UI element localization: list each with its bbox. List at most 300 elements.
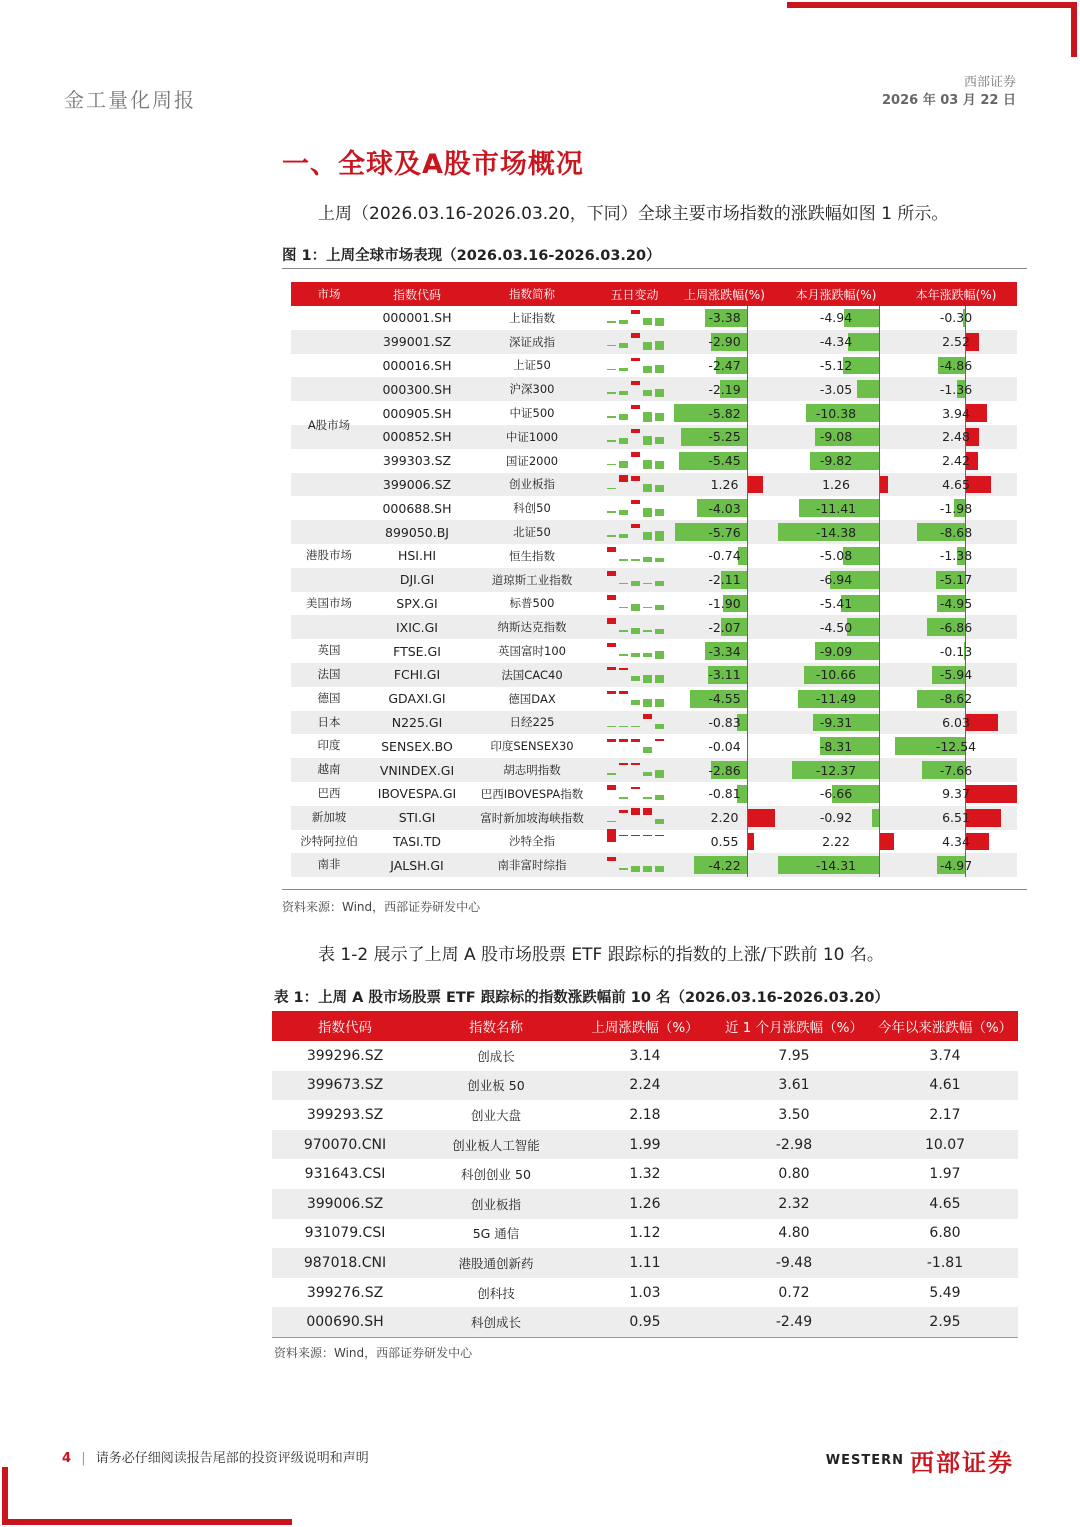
td-ytd: 6.80 <box>929 1225 961 1242</box>
td-code: 399296.SZ <box>306 1047 384 1064</box>
month-change-cell <box>777 306 895 330</box>
five-day-sparkline <box>597 401 672 425</box>
spark-bar <box>655 581 664 586</box>
year-change-cell <box>895 830 1017 854</box>
index-name: 富时新加坡海峡指数 <box>480 810 584 825</box>
spark-bar <box>643 508 652 517</box>
year-value: -0.13 <box>939 643 973 659</box>
td-week: 1.03 <box>629 1284 661 1301</box>
header-meta <box>882 74 1016 110</box>
month-change-cell <box>777 401 895 425</box>
week-value: 2.20 <box>710 810 739 826</box>
index-code: IXIC.GI <box>395 619 438 635</box>
month-value: -14.31 <box>815 857 857 873</box>
td-ytd: 5.49 <box>929 1284 961 1301</box>
spark-bar <box>619 868 628 870</box>
month-value: -14.38 <box>815 524 857 540</box>
header-name: 指数简称 <box>509 287 555 301</box>
table-row <box>272 1159 1018 1189</box>
spark-bar <box>655 413 664 421</box>
week-change-cell <box>672 496 777 520</box>
spark-bar <box>631 787 640 789</box>
index-code: DJI.GI <box>399 572 435 588</box>
spark-bar <box>643 747 652 753</box>
spark-bar <box>607 369 616 371</box>
intro-paragraph: 上周（2026.03.16-2026.03.20，下同）全球主要市场指数的涨跌幅如图 1 所示。 <box>318 204 949 224</box>
td-code: 399006.SZ <box>306 1195 384 1212</box>
index-code: N225.GI <box>391 714 443 730</box>
month-change-cell <box>777 806 895 830</box>
spark-bar <box>655 819 664 824</box>
td-week: 1.12 <box>629 1225 661 1242</box>
week-value: -1.90 <box>708 595 741 611</box>
month-change-cell <box>777 354 895 378</box>
week-change-cell <box>672 853 777 877</box>
five-day-sparkline <box>597 830 672 854</box>
index-code: HSI.HI <box>397 548 437 564</box>
spark-bar <box>619 343 628 349</box>
index-code: SENSEX.BO <box>381 738 453 754</box>
index-code: JALSH.GI <box>390 857 444 873</box>
table-bottom-rule <box>272 1337 1018 1338</box>
td-code: 399293.SZ <box>306 1106 384 1123</box>
month-value: -9.31 <box>819 714 853 730</box>
five-day-sparkline <box>597 473 672 497</box>
index-name: 创业板指 <box>509 477 555 492</box>
year-value: -4.95 <box>939 595 973 611</box>
spark-bar <box>619 438 628 444</box>
header-spark: 五日变动 <box>610 287 659 302</box>
th-name: 指数名称 <box>469 1020 523 1036</box>
td-week: 2.24 <box>629 1077 661 1094</box>
index-code: GDAXI.GI <box>388 691 446 707</box>
spark-bar <box>643 532 652 541</box>
market-group-label: 新加坡 <box>311 809 347 824</box>
year-change-cell <box>895 568 1017 592</box>
month-change-cell <box>777 615 895 639</box>
year-value: 4.65 <box>942 476 970 492</box>
td-ytd: 4.61 <box>929 1077 961 1094</box>
spark-bar <box>607 392 616 394</box>
spark-bar <box>643 484 652 492</box>
year-value: -12.54 <box>935 738 977 754</box>
table-row <box>272 1248 1018 1278</box>
year-value: -7.66 <box>939 762 973 778</box>
td-week: 0.95 <box>629 1314 661 1331</box>
five-day-sparkline <box>597 853 672 877</box>
year-change-cell <box>895 306 1017 330</box>
month-value: -4.50 <box>819 619 853 635</box>
table-row <box>272 1071 1018 1101</box>
spark-bar <box>631 559 640 561</box>
table-row <box>272 1219 1018 1249</box>
month-value: -3.05 <box>819 381 853 397</box>
spark-bar <box>631 405 640 410</box>
year-value: 6.03 <box>942 714 970 730</box>
td-name: 5G 通信 <box>472 1226 520 1242</box>
month-change-cell <box>777 663 895 687</box>
week-value: -3.34 <box>708 643 741 659</box>
table-row <box>272 1278 1018 1308</box>
spark-bar <box>643 436 652 445</box>
month-value: -9.82 <box>819 453 853 469</box>
index-code: FCHI.GI <box>393 667 441 683</box>
week-value: -2.11 <box>708 572 741 588</box>
spark-bar <box>619 510 628 515</box>
year-value: -5.17 <box>939 572 973 588</box>
spark-bar <box>619 630 628 632</box>
spark-bar <box>655 605 664 610</box>
spark-bar <box>643 318 652 325</box>
table-row <box>291 306 1017 330</box>
td-code: 399673.SZ <box>306 1077 384 1094</box>
month-change-cell <box>777 830 895 854</box>
table-row <box>291 544 1017 568</box>
header-month: 本月涨跌幅(%) <box>795 287 877 302</box>
year-value: -1.36 <box>939 381 973 397</box>
spark-bar <box>643 797 652 799</box>
figure-header-row <box>291 282 1017 306</box>
table-row <box>291 330 1017 354</box>
year-value: -8.62 <box>939 691 973 707</box>
month-change-cell <box>777 496 895 520</box>
week-change-cell <box>672 520 777 544</box>
year-change-cell <box>895 496 1017 520</box>
index-name: 日经225 <box>509 715 555 730</box>
year-change-cell <box>895 354 1017 378</box>
five-day-sparkline <box>597 425 672 449</box>
spark-bar <box>655 365 664 373</box>
spark-bar <box>655 795 664 800</box>
index-code: 899050.BJ <box>385 524 449 540</box>
spark-bar <box>655 651 664 659</box>
week-value: -5.76 <box>708 524 741 540</box>
spark-bar <box>607 535 616 537</box>
week-change-cell <box>672 449 777 473</box>
month-value: -9.08 <box>819 429 853 445</box>
index-name: 国证2000 <box>505 453 559 468</box>
month-value: -5.08 <box>819 548 853 564</box>
spark-bar <box>655 835 664 837</box>
page-number: 4 <box>62 1451 72 1466</box>
week-change-cell <box>672 734 777 758</box>
spark-bar <box>631 700 640 705</box>
td-month: 3.50 <box>778 1106 810 1123</box>
week-change-cell <box>672 544 777 568</box>
year-change-cell <box>895 473 1017 497</box>
td-name: 科创创业 50 <box>461 1167 531 1183</box>
spark-bar <box>631 452 640 457</box>
spark-bar <box>631 429 640 433</box>
year-value: -1.38 <box>939 548 973 564</box>
footer-separator: | <box>81 1451 86 1466</box>
index-name: 深证成指 <box>509 334 555 349</box>
week-change-cell <box>672 377 777 401</box>
index-name: 沙特全指 <box>509 834 555 849</box>
figure-bottom-rule <box>282 889 1027 890</box>
figure-body <box>291 306 1017 877</box>
table-row <box>291 568 1017 592</box>
spark-bar <box>631 524 640 527</box>
week-change-cell <box>672 473 777 497</box>
td-name: 港股通创新药 <box>458 1255 534 1271</box>
td-code: 987018.CNI <box>303 1254 387 1271</box>
td-ytd: 2.95 <box>929 1314 961 1331</box>
week-value: -5.45 <box>708 453 741 469</box>
week-value: -3.11 <box>708 667 741 683</box>
td-week: 1.32 <box>629 1166 661 1183</box>
market-group-label: 巴西 <box>317 786 341 800</box>
month-value: -4.34 <box>819 334 853 350</box>
spark-bar <box>619 368 628 371</box>
etf-index-table <box>272 1011 1018 1337</box>
year-value: 2.52 <box>942 334 970 350</box>
td-name: 创业板指 <box>470 1196 521 1212</box>
month-change-cell <box>777 592 895 616</box>
td-ytd: 1.97 <box>929 1166 961 1183</box>
spark-bar <box>607 821 616 823</box>
spark-bar <box>607 595 616 601</box>
td-month: 0.72 <box>778 1284 810 1301</box>
td-month: 0.80 <box>778 1166 810 1183</box>
week-change-cell <box>672 354 777 378</box>
td-month: 7.95 <box>778 1047 810 1064</box>
five-day-sparkline <box>597 354 672 378</box>
week-change-cell <box>672 330 777 354</box>
month-change-cell <box>777 330 895 354</box>
td-week: 2.18 <box>629 1106 661 1123</box>
month-change-cell <box>777 782 895 806</box>
index-name: 法国CAC40 <box>501 667 563 682</box>
five-day-sparkline <box>597 592 672 616</box>
section-title: 一、全球及A股市场概况 <box>282 149 584 180</box>
year-change-cell <box>895 687 1017 711</box>
spark-bar <box>607 464 616 466</box>
table-row <box>291 520 1017 544</box>
month-change-cell <box>777 734 895 758</box>
spark-bar <box>607 785 616 790</box>
index-name: 恒生指数 <box>509 548 555 563</box>
year-change-cell <box>895 449 1017 473</box>
td-month: -9.48 <box>775 1254 813 1271</box>
month-value: -10.38 <box>815 405 857 421</box>
spark-bar <box>607 571 616 576</box>
table-row <box>291 354 1017 378</box>
spark-bar <box>607 739 616 742</box>
td-month: -2.49 <box>775 1314 813 1331</box>
year-value: -8.68 <box>939 524 973 540</box>
month-change-cell <box>777 568 895 592</box>
week-value: -2.90 <box>708 334 741 350</box>
month-value: -5.41 <box>819 595 853 611</box>
month-value: -9.09 <box>819 643 853 659</box>
week-value: -0.74 <box>708 548 741 564</box>
index-name: 上证指数 <box>509 310 555 325</box>
month-change-cell <box>777 639 895 663</box>
week-value: -3.38 <box>708 310 741 326</box>
month-change-cell <box>777 711 895 735</box>
month-value: -5.12 <box>819 357 853 373</box>
spark-bar <box>655 341 664 351</box>
report-series-title: 金工量化周报 <box>64 88 196 112</box>
spark-bar <box>655 437 664 444</box>
spark-bar <box>631 726 640 728</box>
index-name: 巴西IBOVESPA指数 <box>480 786 584 801</box>
td-week: 1.11 <box>629 1254 661 1271</box>
spark-bar <box>655 739 664 741</box>
header-market: 市场 <box>317 287 341 301</box>
global-market-table <box>291 282 1017 877</box>
five-day-sparkline <box>597 758 672 782</box>
week-change-cell <box>672 782 777 806</box>
month-value: -4.94 <box>819 310 853 326</box>
year-change-cell <box>895 401 1017 425</box>
five-day-sparkline <box>597 615 672 639</box>
week-change-cell <box>672 592 777 616</box>
table-row <box>291 449 1017 473</box>
spark-bar <box>619 475 628 481</box>
year-change-cell <box>895 782 1017 806</box>
figure-top-rule <box>282 268 1027 269</box>
corner-decoration-bottom <box>2 1467 292 1525</box>
index-name: 南非富时综指 <box>497 858 567 873</box>
year-value: 9.37 <box>942 786 970 802</box>
table-row <box>291 758 1017 782</box>
market-group-label: 德国 <box>317 690 341 705</box>
month-change-cell <box>777 425 895 449</box>
td-code: 931643.CSI <box>304 1166 386 1183</box>
logo-chinese: 西部证券 <box>910 1449 1014 1477</box>
spark-bar <box>619 414 628 420</box>
five-day-sparkline <box>597 568 672 592</box>
spark-bar <box>655 531 664 541</box>
five-day-sparkline <box>597 306 672 330</box>
year-change-cell <box>895 663 1017 687</box>
td-ytd: 2.17 <box>929 1106 961 1123</box>
table-row <box>291 853 1017 877</box>
year-change-cell <box>895 758 1017 782</box>
index-code: TASI.TD <box>392 833 442 849</box>
td-code: 000690.SH <box>306 1314 384 1331</box>
spark-bar <box>607 691 616 694</box>
table-row <box>272 1307 1018 1337</box>
spark-bar <box>619 763 628 765</box>
year-value: 2.48 <box>942 429 970 445</box>
year-change-cell <box>895 734 1017 758</box>
year-value: 4.34 <box>942 833 970 849</box>
spark-bar <box>619 607 628 609</box>
table-row <box>291 496 1017 520</box>
index-name: 沪深300 <box>509 382 555 397</box>
week-change-cell <box>672 401 777 425</box>
spark-bar <box>643 714 652 719</box>
index-code: 000016.SH <box>382 357 452 373</box>
five-day-sparkline <box>597 544 672 568</box>
spark-bar <box>643 460 652 469</box>
spark-bar <box>607 726 616 728</box>
month-value: -8.31 <box>819 738 853 754</box>
td-name: 创成长 <box>477 1048 515 1064</box>
spark-bar <box>631 604 640 610</box>
year-value: 3.94 <box>942 405 970 421</box>
spark-bar <box>619 726 628 728</box>
td-code: 970070.CNI <box>303 1136 387 1153</box>
spark-bar <box>643 412 652 422</box>
year-change-cell <box>895 806 1017 830</box>
spark-bar <box>643 342 652 350</box>
spark-bar <box>619 583 628 585</box>
five-day-sparkline <box>597 663 672 687</box>
company-logo <box>826 1443 1014 1478</box>
spark-bar <box>619 835 628 837</box>
year-change-cell <box>895 520 1017 544</box>
spark-bar <box>643 835 652 837</box>
index-code: 399303.SZ <box>382 453 452 469</box>
year-change-cell <box>895 853 1017 877</box>
month-value: -12.37 <box>815 762 857 778</box>
spark-bar <box>619 654 628 656</box>
market-group-label: 法国 <box>317 667 341 681</box>
spark-bar <box>631 739 640 742</box>
td-name: 创科技 <box>477 1285 515 1301</box>
spark-bar <box>607 345 616 347</box>
spark-bar <box>643 583 652 585</box>
spark-bar <box>631 763 640 765</box>
five-day-sparkline <box>597 449 672 473</box>
table-source: 资料来源：Wind，西部证券研发中心 <box>274 1346 473 1360</box>
spark-bar <box>607 488 616 490</box>
header-week: 上周涨跌幅(%) <box>684 287 765 302</box>
spark-bar <box>619 691 628 693</box>
week-value: 1.26 <box>710 476 739 492</box>
year-value: -6.86 <box>939 619 973 635</box>
spark-bar <box>607 321 616 323</box>
header-year: 本年涨跌幅(%) <box>915 287 997 302</box>
five-day-sparkline <box>597 520 672 544</box>
index-name: 中证1000 <box>505 429 559 444</box>
spark-bar <box>607 643 616 648</box>
week-change-cell <box>672 711 777 735</box>
week-change-cell <box>672 830 777 854</box>
table-row <box>272 1100 1018 1130</box>
market-group-label: 港股市场 <box>306 548 352 562</box>
figure-caption: 图 1：上周全球市场表现（2026.03.16-2026.03.20） <box>282 248 661 264</box>
table-row <box>291 377 1017 401</box>
week-change-cell <box>672 687 777 711</box>
month-change-cell <box>777 377 895 401</box>
index-code: 000852.SH <box>382 429 452 445</box>
spark-bar <box>619 391 628 395</box>
market-group-label: 美国市场 <box>306 595 352 610</box>
footer-disclaimer: 请务必仔细阅读报告尾部的投资评级说明和声明 <box>95 1451 369 1466</box>
market-group-label: 越南 <box>317 762 341 777</box>
spark-bar <box>631 310 640 314</box>
spark-bar <box>619 739 628 742</box>
month-value: -11.49 <box>815 691 857 707</box>
table-row <box>291 711 1017 735</box>
market-group-label: 日本 <box>317 714 341 729</box>
spark-bar <box>655 558 664 562</box>
spark-bar <box>655 509 664 516</box>
spark-bar <box>655 675 664 683</box>
spark-bar <box>619 534 628 539</box>
year-change-cell <box>895 639 1017 663</box>
index-name: 北证50 <box>513 525 551 540</box>
spark-bar <box>655 318 664 327</box>
year-value: -4.97 <box>939 857 973 873</box>
five-day-sparkline <box>597 330 672 354</box>
index-name: 英国富时100 <box>498 644 566 659</box>
